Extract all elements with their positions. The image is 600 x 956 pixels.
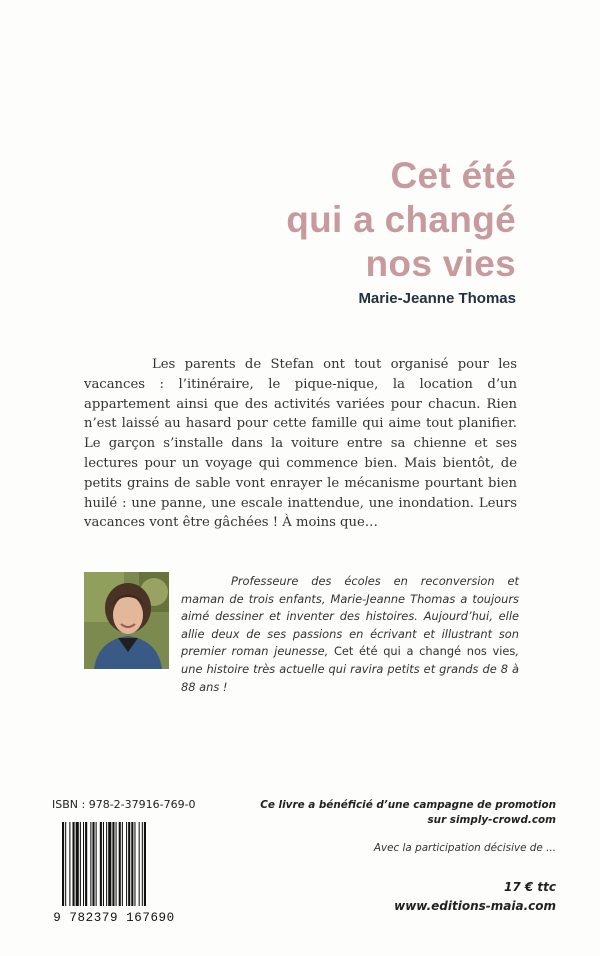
- barcode-bar: [76, 822, 79, 906]
- author-photo: [84, 572, 169, 669]
- barcode-bar: [131, 822, 133, 906]
- barcode-bar: [126, 822, 127, 906]
- barcode-bar: [90, 822, 91, 906]
- promotion-note: [260, 798, 556, 828]
- author-bio: [181, 573, 519, 696]
- publisher-website: www.editions-maia.com: [394, 899, 556, 913]
- barcode-bar: [128, 822, 130, 906]
- barcode-bar: [85, 822, 87, 906]
- barcode-bar: [103, 822, 104, 906]
- price: 17 € ttc: [504, 880, 556, 894]
- book-title: [286, 154, 516, 286]
- barcode-bar: [83, 822, 84, 906]
- bio-text-part1: Professeure des écoles en reconversion et maman de trois enfants, Marie-Jeanne Thomas a toujours aimé dessiner et inventer des histoires. Aujourd’hui, elle allie deux de ses passions en écrivant et illustrant son premier roman jeunesse,: [181, 574, 519, 659]
- barcode-bar: [116, 822, 117, 906]
- title-line-2: qui a changé: [286, 199, 516, 240]
- barcode-bar: [119, 822, 121, 906]
- barcode: [50, 820, 178, 924]
- barcode-bars: [62, 822, 146, 906]
- bio-text-part2: , une histoire très actuelle qui ravira petits et grands de 8 à 88 ans !: [181, 644, 519, 694]
- barcode-bar: [106, 822, 107, 906]
- barcode-bar: [92, 822, 94, 906]
- barcode-bar: [69, 822, 70, 906]
- barcode-bar: [144, 822, 146, 906]
- participation-note: Avec la participation décisive de ...: [373, 842, 556, 854]
- promotion-line-2: sur simply-crowd.com: [427, 814, 556, 826]
- barcode-bar: [134, 822, 135, 906]
- author-portrait-image: [84, 572, 169, 669]
- barcode-bar: [142, 822, 143, 906]
- barcode-bar: [108, 822, 111, 906]
- title-line-3: nos vies: [365, 243, 516, 284]
- barcode-bar: [96, 822, 97, 906]
- barcode-bar: [100, 822, 102, 906]
- isbn-number: ISBN : 978-2-37916-769-0: [52, 798, 196, 811]
- barcode-bar: [62, 822, 64, 906]
- barcode-digits: 9 782379 167690: [53, 911, 175, 924]
- barcode-bar: [73, 822, 75, 906]
- synopsis-text: Les parents de Stefan ont tout organisé pour les vacances : l’itinéraire, le pique-nique, la location d’un appartement ainsi que des activités variées pour chacun. Rien n’est laissé au hasard pour cette famille qui aime tout planifier. Le garçon s’installe dans la voiture entre sa chienne et ses lectures pour un voyage qui commence bien. Mais bientôt, de petits grains de sable vont enrayer le mécanisme pourtant bien huilé : une panne, une escale inattendue, une inondation. Leurs vacances vont être gâchées ! À moins que…: [84, 357, 517, 531]
- bio-book-title: Cet été qui a changé nos vies: [333, 644, 516, 659]
- barcode-bar: [112, 822, 114, 906]
- barcode-bar: [139, 822, 140, 906]
- title-line-1: Cet été: [390, 155, 516, 196]
- barcode-bar: [122, 822, 123, 906]
- barcode-bar: [65, 822, 66, 906]
- barcode-bar: [80, 822, 81, 906]
- promotion-line-1: Ce livre a bénéficié d’une campagne de promotion: [260, 799, 556, 811]
- author-name: Marie-Jeanne Thomas: [358, 290, 516, 307]
